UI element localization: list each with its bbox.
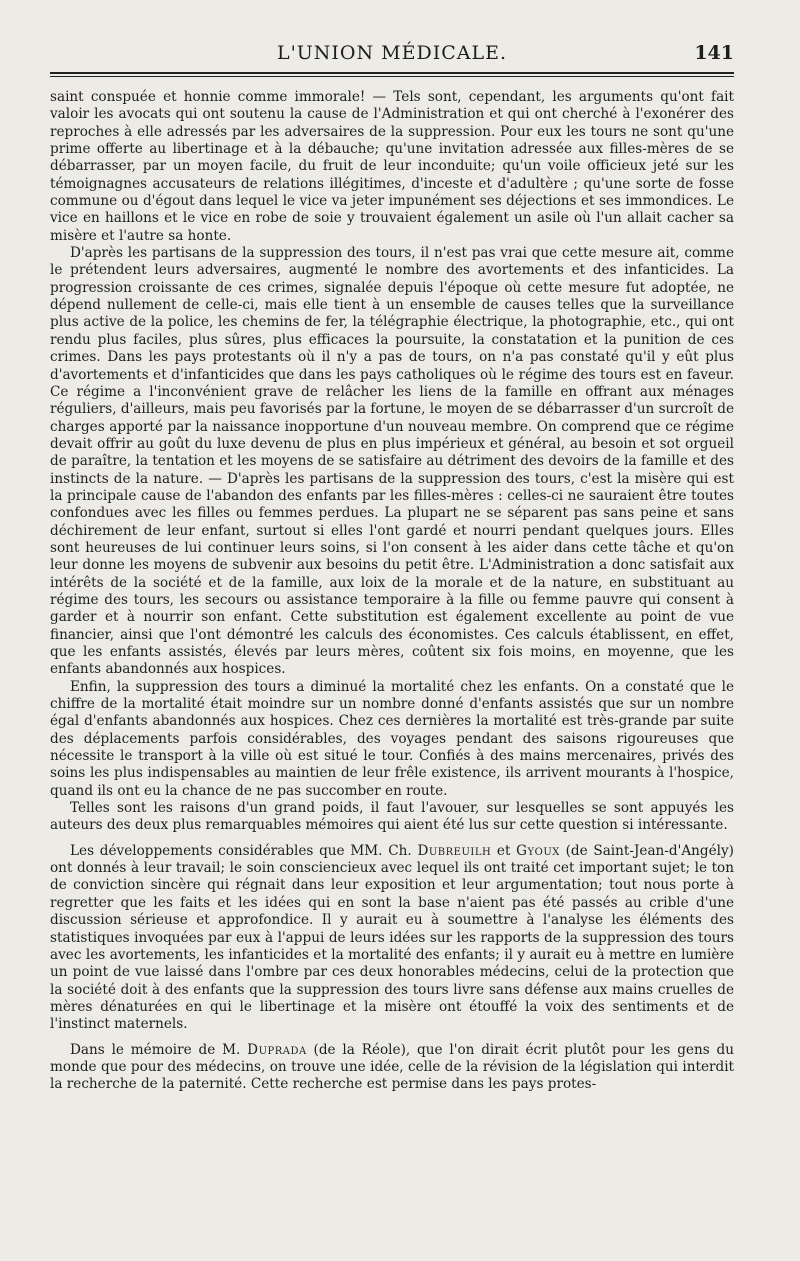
article-body (50, 89, 734, 1094)
running-title: L'UNION MÉDICALE. (276, 42, 508, 64)
paragraph-dubreuilh-gyoux (50, 843, 734, 1034)
author-name-dubreuilh: Dubreuilh (417, 842, 492, 859)
author-name-gyoux: Gyoux (516, 842, 560, 859)
text-run: (de Saint-Jean-d'Angély) ont donnés à leur travail; le soin consciencieux avec lequel ils ont traité cet important sujet; le ton de conviction sincère qui régnait dans leur exposition et leur argumentation; tout nous porte à regretter que les faits et les idées qui en sont la base n'aient pas été passés au crible d'une discussion sérieuse et approfondice. Il y aurait eu à soumettre à l'analyse les éléments des statistiques invoquées par eux à l'appui de leurs idées sur les rapports de la suppression des tours avec les avortements, les infanticides et la mortalité des enfants; il y aurait eu à mettre en lumière un point de vue laissé dans l'ombre par ces deux honorables médecins, celui de la protection que la société doit à des enfants que la suppression des tours livre sans défense aux mains cruelles de mères dénaturées en qui le libertinage et la misère ont étouffé la voix des sentiments et de l'instinct maternels. (50, 842, 734, 1033)
paragraph-partisans: D'après les partisans de la suppression des tours, il n'est pas vrai que cette mesure ait, comme le prétendent leurs adversaires, augmenté le nombre des avortements et des infanticides. La progression croissante de ces crimes, signalée depuis l'époque où cette mesure fut adoptée, ne dépend nullement de celle-ci, mais elle tient à un ensemble de causes telles que la surveillance plus active de la police, les chemins de fer, la télégraphie électrique, la photographie, etc., qui ont rendu plus faciles, plus sûres, plus efficaces la poursuite, la constatation et la punition de ces crimes. Dans les pays protestants où il n'y a pas de tours, on n'a pas constaté qu'il y eût plus d'avortements et d'infanticides que dans les pays catholiques où le régime des tours est en faveur. Ce régime a l'inconvénient grave de relâcher les liens de la famille en offrant aux ménages réguliers, d'ailleurs, mais peu favorisés par la fortune, le moyen de se débarrasser d'un surcroît de charges apporté par la naissance inopportune d'un nouveau membre. On comprend que ce régime devait offrir au goût du luxe devenu de plus en plus impérieux et général, au besoin et sot orgueil de paraître, la tentation et les moyens de se satisfaire au détriment des devoirs de la famille et des instincts de la nature. — D'après les partisans de la suppression des tours, c'est la misère qui est la principale cause de l'abandon des enfants par les filles-mères : celles-ci ne sauraient être toutes confondues avec les filles ou femmes perdues. La plupart ne se séparent pas sans peine et sans déchirement de leur enfant, surtout si elles l'ont gardé et nourri pendant quelques jours. Elles sont heureuses de lui continuer leurs soins, si l'on consent à les aider dans cette tâche et qu'on leur donne les moyens de subvenir aux besoins du petit être. L'Administration a donc satisfait aux intérêts de la société et de la famille, aux loix de la morale et de la nature, en substituant au régime des tours, les secours ou assistance temporaire à la fille ou femme pauvre qui consent à garder et à nourrir son enfant. Cette substitution est également excellente au point de vue financier, ainsi que l'ont démontré les calculs des économistes. Ces calculs établissent, en effet, que les enfants assistés, élevés par leurs mères, coûtent six fois moins, en moyenne, que les enfants abandonnés aux hospices. (50, 245, 734, 678)
text-run: (de la Réole), que l'on dirait écrit plutôt pour les gens du monde que pour des médecins, on trouve une idée, celle de la révision de la législation qui interdit la recherche de la paternité. Cette recherche est permise dans les pays protes- (50, 1041, 734, 1093)
paragraph-conclusion: Telles sont les raisons d'un grand poids, il faut l'avouer, sur lesquelles se sont appuyés les auteurs des deux plus remarquables mémoires qui aient été lus sur cette question si intéressante. (50, 800, 734, 834)
page-header (50, 38, 734, 68)
text-run: et (491, 842, 517, 859)
paragraph-mortality: Enfin, la suppression des tours a diminué la mortalité chez les enfants. On a constaté que le chiffre de la mortalité était moindre sur un nombre donné d'enfants assistés que sur un nombre égal d'enfants abandonnés aux hospices. Chez ces dernières la mortalité est très-grande par suite des déplacements parfois considérables, des voyages pendant des saisons rigoureuses que nécessite le transport à la ville où est situé le tour. Confiés à des mains mercenaires, privés des soins les plus indispensables au maintien de leur frêle existence, ils arrivent mourants à l'hospice, quand ils ont eu la chance de ne pas succomber en route. (50, 678, 734, 799)
page-number: 141 (694, 42, 734, 64)
paragraph-duprada (50, 1042, 734, 1094)
paragraph-continuation: saint conspuée et honnie comme immorale! — Tels sont, cependant, les arguments qu'ont fait valoir les avocats qui ont soutenu la cause de l'Administration et qui ont cherché à l'exonérer des reproches à elle adressés par les adversaires de la suppression. Pour eux les tours ne sont qu'une prime offerte au libertinage et à la débauche; qu'une invitation adressée aux filles-mères de se débarrasser, par un moyen facile, du fruit de leur inconduite; qu'un voile officieux jeté sur les témoignagnes accusateurs de relations illégitimes, d'inceste et d'adultère ; qu'une sorte de fosse commune ou d'égout dans lequel le vice va jeter impunément ses déjections et ses immondices. Le vice en haillons et le vice en robe de soie y trouvaient également un asile où l'un allait cacher sa misère et l'autre sa honte. (50, 89, 734, 244)
text-run: Les développements considérables que MM. Ch. (70, 842, 418, 859)
header-rule (50, 72, 734, 77)
author-name-duprada: Duprada (247, 1041, 307, 1058)
text-run: Dans le mémoire de M. (70, 1041, 248, 1058)
